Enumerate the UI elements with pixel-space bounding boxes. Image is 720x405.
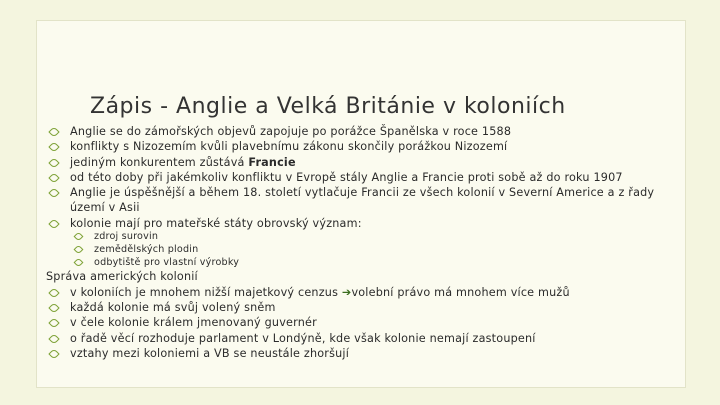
list-item: Anglie je úspěšnější a během 18. století vytlačuje Francii ze všech kolonií v Severní Americe a z řady území v Asii xyxy=(46,185,680,216)
sub-list-item: odbytiště pro vlastní výrobky xyxy=(46,257,686,270)
list-item: Anglie se do zámořských objevů zapojuje po porážce Španělska v roce 1588 xyxy=(46,124,686,139)
bullet-icon xyxy=(48,302,59,313)
bullet-icon xyxy=(48,188,59,199)
slide-content xyxy=(46,124,686,361)
bullet-icon xyxy=(48,287,59,298)
bullet-icon xyxy=(48,157,59,168)
bullet-icon xyxy=(48,142,59,153)
list-item: jediným konkurentem zůstává Francie xyxy=(46,155,686,170)
list-item: vztahy mezi koloniemi a VB se neustále zhoršují xyxy=(46,346,686,361)
sub-list-item: zdroj surovin xyxy=(46,231,686,244)
bullet-icon xyxy=(74,232,84,242)
sub-list-item: zemědělských plodin xyxy=(46,244,686,257)
bullet-icon xyxy=(74,244,84,254)
bullet-icon xyxy=(48,318,59,329)
list-item: konflikty s Nizozemím kvůli plavebnímu zákonu skončily porážkou Nizozemí xyxy=(46,139,686,154)
bullet-icon xyxy=(48,218,59,229)
section-heading: Správa amerických kolonií xyxy=(46,270,198,284)
bullet-icon xyxy=(48,172,59,183)
list-item: od této doby při jakémkoliv konfliktu v Evropě stály Anglie a Francie proti sobě až do roku 1907 xyxy=(46,170,686,185)
bold-word: Francie xyxy=(248,155,296,169)
list-item: v čele kolonie králem jmenovaný guvernér xyxy=(46,315,686,330)
bullet-icon xyxy=(48,126,59,137)
slide-title: Zápis - Anglie a Velká Británie v koloniích xyxy=(90,94,566,119)
arrow-right-icon: ➔ xyxy=(341,285,352,299)
list-item: kolonie mají pro mateřské státy obrovský význam: xyxy=(46,216,686,231)
list-item: každá kolonie má svůj volený sněm xyxy=(46,300,686,315)
bullet-icon xyxy=(74,257,84,267)
bullet-icon xyxy=(48,333,59,344)
bullet-icon xyxy=(48,348,59,359)
list-item: v koloniích je mnohem nižší majetkový cenzus ➔volební právo má mnohem více mužů xyxy=(46,285,686,300)
list-item: o řadě věcí rozhoduje parlament v Londýně, kde však kolonie nemají zastoupení xyxy=(46,331,686,346)
